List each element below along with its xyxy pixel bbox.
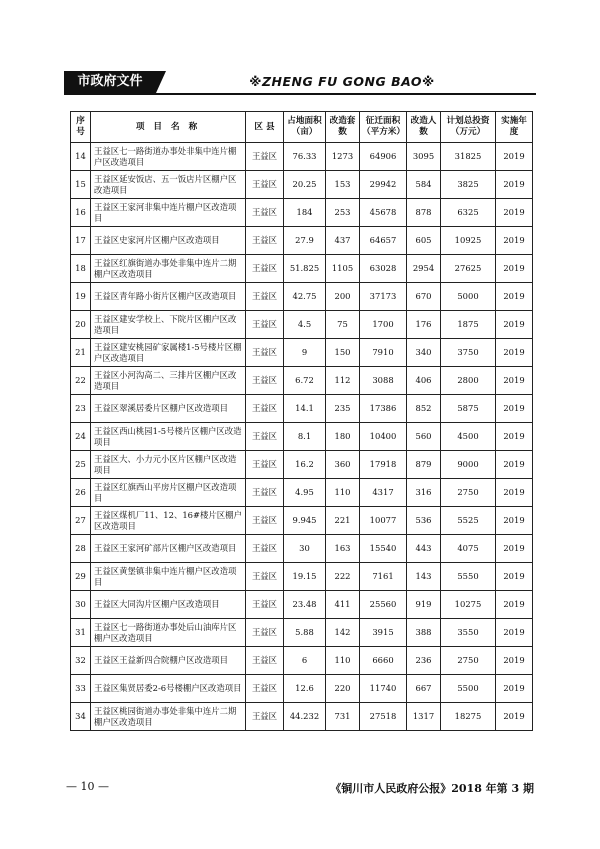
table-cell: 27625 <box>441 255 496 283</box>
table-cell: 76.33 <box>284 143 326 171</box>
column-header: 占地面积（亩） <box>284 112 326 143</box>
table-cell: 584 <box>407 171 441 199</box>
table-cell: 8.1 <box>284 423 326 451</box>
table-cell: 37173 <box>360 283 407 311</box>
table-cell: 5525 <box>441 507 496 535</box>
table-cell: 3088 <box>360 367 407 395</box>
table-cell: 6 <box>284 647 326 675</box>
project-table <box>70 111 533 731</box>
table-cell: 388 <box>407 619 441 647</box>
table-cell: 30 <box>284 535 326 563</box>
table-cell: 4075 <box>441 535 496 563</box>
table-cell: 王益区 <box>246 451 284 479</box>
table-cell: 10077 <box>360 507 407 535</box>
project-name-cell: 王益区王家河矿部片区棚户区改造项目 <box>91 535 246 563</box>
table-cell: 110 <box>326 647 360 675</box>
table-cell: 731 <box>326 703 360 731</box>
table-row <box>71 143 533 171</box>
table-cell: 316 <box>407 479 441 507</box>
table-cell: 6660 <box>360 647 407 675</box>
column-header: 征迁面积（平方米） <box>360 112 407 143</box>
table-cell: 3550 <box>441 619 496 647</box>
table-cell: 14 <box>71 143 91 171</box>
project-name-cell: 王益区黄堡镇非集中连片棚户区改造项目 <box>91 563 246 591</box>
table-row <box>71 619 533 647</box>
table-cell: 360 <box>326 451 360 479</box>
table-cell: 9 <box>284 339 326 367</box>
table-cell: 22 <box>71 367 91 395</box>
table-cell: 王益区 <box>246 255 284 283</box>
table-cell: 2019 <box>496 143 533 171</box>
table-cell: 17918 <box>360 451 407 479</box>
table-cell: 153 <box>326 171 360 199</box>
table-row <box>71 367 533 395</box>
table-cell: 33 <box>71 675 91 703</box>
table-cell: 852 <box>407 395 441 423</box>
table-cell: 6325 <box>441 199 496 227</box>
table-cell: 26 <box>71 479 91 507</box>
table-cell: 15540 <box>360 535 407 563</box>
table-cell: 27.9 <box>284 227 326 255</box>
table-cell: 15 <box>71 171 91 199</box>
table-cell: 2019 <box>496 171 533 199</box>
table-cell: 24 <box>71 423 91 451</box>
project-name-cell: 王益区小河沟高二、三排片区棚户区改造项目 <box>91 367 246 395</box>
table-cell: 1317 <box>407 703 441 731</box>
table-cell: 王益区 <box>246 675 284 703</box>
table-cell: 2019 <box>496 311 533 339</box>
table-row <box>71 591 533 619</box>
table-cell: 9000 <box>441 451 496 479</box>
project-name-cell: 王益区大同沟片区棚户区改造项目 <box>91 591 246 619</box>
table-cell: 919 <box>407 591 441 619</box>
table-cell: 王益区 <box>246 283 284 311</box>
project-name-cell: 王益区大、小力元小区片区棚户区改造项目 <box>91 451 246 479</box>
table-cell: 2019 <box>496 563 533 591</box>
table-cell: 王益区 <box>246 171 284 199</box>
table-cell: 1273 <box>326 143 360 171</box>
table-row <box>71 339 533 367</box>
table-cell: 王益区 <box>246 647 284 675</box>
table-cell: 2019 <box>496 367 533 395</box>
project-name-cell: 王益区建安学校上、下院片区棚户区改造项目 <box>91 311 246 339</box>
table-row <box>71 227 533 255</box>
table-cell: 4.95 <box>284 479 326 507</box>
table-cell: 3915 <box>360 619 407 647</box>
table-cell: 142 <box>326 619 360 647</box>
table-row <box>71 395 533 423</box>
table-cell: 王益区 <box>246 339 284 367</box>
table-cell: 7910 <box>360 339 407 367</box>
table-cell: 2019 <box>496 507 533 535</box>
project-name-cell: 王益区王益新四合院棚户区改造项目 <box>91 647 246 675</box>
table-cell: 王益区 <box>246 227 284 255</box>
journal-issue: 《铜川市人民政府公报》2018 年第 3 期 <box>330 782 534 795</box>
project-name-cell: 王益区史家河片区棚户区改造项目 <box>91 227 246 255</box>
table-cell: 32 <box>71 647 91 675</box>
table-cell: 王益区 <box>246 591 284 619</box>
table-row <box>71 563 533 591</box>
table-cell: 236 <box>407 647 441 675</box>
table-cell: 5550 <box>441 563 496 591</box>
table-cell: 2019 <box>496 647 533 675</box>
table-row <box>71 283 533 311</box>
table-cell: 64657 <box>360 227 407 255</box>
table-cell: 2019 <box>496 591 533 619</box>
table-cell: 150 <box>326 339 360 367</box>
table-cell: 879 <box>407 451 441 479</box>
column-header: 序号 <box>71 112 91 143</box>
table-cell: 2019 <box>496 199 533 227</box>
table-row <box>71 647 533 675</box>
table-cell: 2019 <box>496 395 533 423</box>
column-header: 改造套数 <box>326 112 360 143</box>
table-cell: 1875 <box>441 311 496 339</box>
table-cell: 163 <box>326 535 360 563</box>
table-cell: 220 <box>326 675 360 703</box>
project-name-cell: 王益区桃园街道办事处非集中连片二期棚户区改造项目 <box>91 703 246 731</box>
table-cell: 2019 <box>496 479 533 507</box>
table-cell: 10400 <box>360 423 407 451</box>
table-cell: 63028 <box>360 255 407 283</box>
page-number: — 10 — <box>66 780 109 793</box>
project-name-cell: 王益区煤机厂11、12、16#楼片区棚户区改造项目 <box>91 507 246 535</box>
table-cell: 28 <box>71 535 91 563</box>
table-cell: 3750 <box>441 339 496 367</box>
table-cell: 20 <box>71 311 91 339</box>
table-cell: 7161 <box>360 563 407 591</box>
journal-title: ※ZHENG FU GONG BAO※ <box>249 74 435 89</box>
table-cell: 16.2 <box>284 451 326 479</box>
table-cell: 411 <box>326 591 360 619</box>
table-cell: 30 <box>71 591 91 619</box>
table-cell: 670 <box>407 283 441 311</box>
table-cell: 王益区 <box>246 619 284 647</box>
table-row <box>71 199 533 227</box>
table-cell: 10925 <box>441 227 496 255</box>
table-cell: 2019 <box>496 451 533 479</box>
project-name-cell: 王益区王家河非集中连片棚户区改造项目 <box>91 199 246 227</box>
table-row <box>71 255 533 283</box>
page-header <box>64 71 536 95</box>
table-cell: 2750 <box>441 647 496 675</box>
table-cell: 19 <box>71 283 91 311</box>
table-cell: 18275 <box>441 703 496 731</box>
table-cell: 536 <box>407 507 441 535</box>
table-row <box>71 423 533 451</box>
project-name-cell: 王益区翠溪居委片区棚户区改造项目 <box>91 395 246 423</box>
table-cell: 11740 <box>360 675 407 703</box>
table-cell: 64906 <box>360 143 407 171</box>
table-cell: 18 <box>71 255 91 283</box>
table-cell: 143 <box>407 563 441 591</box>
table-cell: 25560 <box>360 591 407 619</box>
table-cell: 75 <box>326 311 360 339</box>
table-cell: 20.25 <box>284 171 326 199</box>
project-name-cell: 王益区红旗西山平房片区棚户区改造项目 <box>91 479 246 507</box>
table-cell: 2800 <box>441 367 496 395</box>
table-cell: 5.88 <box>284 619 326 647</box>
column-header: 项 目 名 称 <box>91 112 246 143</box>
table-cell: 253 <box>326 199 360 227</box>
table-cell: 23.48 <box>284 591 326 619</box>
table-cell: 2019 <box>496 423 533 451</box>
table-cell: 王益区 <box>246 143 284 171</box>
table-cell: 2954 <box>407 255 441 283</box>
table-cell: 2019 <box>496 255 533 283</box>
table-cell: 27 <box>71 507 91 535</box>
table-cell: 184 <box>284 199 326 227</box>
table-cell: 406 <box>407 367 441 395</box>
section-tag: 市政府文件 <box>64 71 156 93</box>
table-cell: 5500 <box>441 675 496 703</box>
project-name-cell: 王益区红旗街道办事处非集中连片二期棚户区改造项目 <box>91 255 246 283</box>
table-cell: 5875 <box>441 395 496 423</box>
table-cell: 31825 <box>441 143 496 171</box>
table-cell: 110 <box>326 479 360 507</box>
table-cell: 443 <box>407 535 441 563</box>
table-cell: 21 <box>71 339 91 367</box>
table-cell: 6.72 <box>284 367 326 395</box>
table-cell: 3095 <box>407 143 441 171</box>
table-cell: 1700 <box>360 311 407 339</box>
column-header: 区 县 <box>246 112 284 143</box>
project-name-cell: 王益区集贤居委2-6号楼棚户区改造项目 <box>91 675 246 703</box>
table-row <box>71 507 533 535</box>
table-cell: 王益区 <box>246 199 284 227</box>
table-cell: 176 <box>407 311 441 339</box>
table-row <box>71 535 533 563</box>
table-cell: 45678 <box>360 199 407 227</box>
table-cell: 16 <box>71 199 91 227</box>
project-name-cell: 王益区七一路街道办事处后山油库片区棚户区改造项目 <box>91 619 246 647</box>
table-cell: 200 <box>326 283 360 311</box>
table-header-row <box>71 112 533 143</box>
table-row <box>71 479 533 507</box>
table-cell: 878 <box>407 199 441 227</box>
table-cell: 王益区 <box>246 311 284 339</box>
table-cell: 27518 <box>360 703 407 731</box>
table-cell: 17386 <box>360 395 407 423</box>
project-name-cell: 王益区建安桃园矿家属楼1-5号楼片区棚户区改造项目 <box>91 339 246 367</box>
table-cell: 王益区 <box>246 703 284 731</box>
table-cell: 2750 <box>441 479 496 507</box>
table-cell: 29942 <box>360 171 407 199</box>
table-cell: 2019 <box>496 619 533 647</box>
table-cell: 42.75 <box>284 283 326 311</box>
table-cell: 605 <box>407 227 441 255</box>
table-cell: 3825 <box>441 171 496 199</box>
project-name-cell: 王益区七一路街道办事处非集中连片棚户区改造项目 <box>91 143 246 171</box>
table-cell: 29 <box>71 563 91 591</box>
table-cell: 2019 <box>496 703 533 731</box>
table-cell: 2019 <box>496 535 533 563</box>
table-cell: 4500 <box>441 423 496 451</box>
table-cell: 王益区 <box>246 423 284 451</box>
table-cell: 340 <box>407 339 441 367</box>
table-cell: 5000 <box>441 283 496 311</box>
table-cell: 17 <box>71 227 91 255</box>
table-body <box>71 143 533 731</box>
table-cell: 王益区 <box>246 563 284 591</box>
table-cell: 235 <box>326 395 360 423</box>
table-cell: 34 <box>71 703 91 731</box>
table-cell: 222 <box>326 563 360 591</box>
table-row <box>71 675 533 703</box>
table-cell: 180 <box>326 423 360 451</box>
table-cell: 31 <box>71 619 91 647</box>
project-name-cell: 王益区西山桃园1-5号楼片区棚户区改造项目 <box>91 423 246 451</box>
table-cell: 12.6 <box>284 675 326 703</box>
column-header: 实施年度 <box>496 112 533 143</box>
table-cell: 14.1 <box>284 395 326 423</box>
table-cell: 2019 <box>496 283 533 311</box>
table-cell: 19.15 <box>284 563 326 591</box>
table-row <box>71 171 533 199</box>
table-cell: 王益区 <box>246 395 284 423</box>
table-cell: 2019 <box>496 339 533 367</box>
table-cell: 2019 <box>496 675 533 703</box>
table-cell: 4.5 <box>284 311 326 339</box>
table-row <box>71 311 533 339</box>
table-cell: 23 <box>71 395 91 423</box>
table-row <box>71 451 533 479</box>
table-cell: 王益区 <box>246 479 284 507</box>
column-header: 改造人数 <box>407 112 441 143</box>
table-cell: 560 <box>407 423 441 451</box>
table-cell: 25 <box>71 451 91 479</box>
table-cell: 王益区 <box>246 367 284 395</box>
table-cell: 王益区 <box>246 507 284 535</box>
table-cell: 10275 <box>441 591 496 619</box>
project-name-cell: 王益区青年路小街片区棚户区改造项目 <box>91 283 246 311</box>
table-cell: 437 <box>326 227 360 255</box>
column-header: 计划总投资（万元） <box>441 112 496 143</box>
table-cell: 51.825 <box>284 255 326 283</box>
table-cell: 112 <box>326 367 360 395</box>
table-cell: 221 <box>326 507 360 535</box>
table-cell: 1105 <box>326 255 360 283</box>
table-cell: 667 <box>407 675 441 703</box>
table-cell: 2019 <box>496 227 533 255</box>
table-cell: 4317 <box>360 479 407 507</box>
table-cell: 王益区 <box>246 535 284 563</box>
table-cell: 44.232 <box>284 703 326 731</box>
project-name-cell: 王益区延安饭店、五一饭店片区棚户区改造项目 <box>91 171 246 199</box>
table-row <box>71 703 533 731</box>
table-cell: 9.945 <box>284 507 326 535</box>
